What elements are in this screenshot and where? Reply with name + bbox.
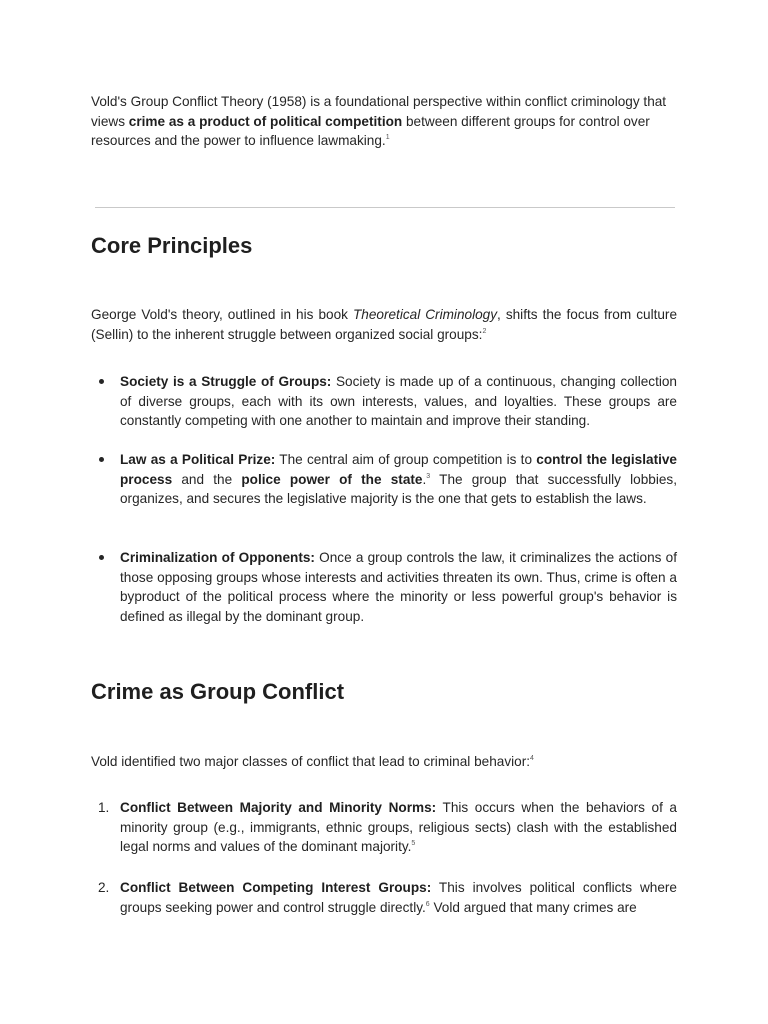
intro-paragraph [91,92,677,151]
bullet-title: Society is a Struggle of Groups: [120,374,332,389]
footnote-ref[interactable]: 6 [425,900,430,908]
bullet-text: . [422,471,427,487]
bullet-text: and the [172,471,242,487]
bullet-title: Criminalization of Opponents: [120,550,315,565]
bullet-title: Law as a Political Prize: [120,452,276,467]
list-item [91,450,677,509]
item-text: Vold argued that many crimes are [429,899,637,915]
horizontal-divider [95,207,675,208]
bullet-icon [99,379,104,384]
book-title: Theoretical Criminology [352,307,498,322]
bullet-bold: control the legislative process [120,452,677,487]
list-item [91,798,677,857]
section-heading-core-principles: Core Principles [91,233,253,258]
crime-intro-text: Vold identified two major classes of conflict that lead to criminal behavior: [91,754,530,769]
section-heading-crime-as-group-conflict: Crime as Group Conflict [91,679,345,704]
bullet-icon [99,555,104,560]
crime-intro-paragraph [91,752,677,772]
list-item [91,878,677,917]
intro-bold: crime as a product of political competition [128,113,403,129]
item-text: This involves political conflicts where groups seeking power and control struggle directly. [120,880,677,915]
core-intro-text-end: , shifts the focus from culture (Sellin) to the inherent struggle between organized social groups: [91,307,678,342]
bullet-text: Once a group controls the law, it criminalizes the actions of those opposing groups whose interests and activities threaten its own. Thus, crime is often a byproduct of the political process where the minority or less powerful group's behavior is defined as illegal by the dominant group. [120,550,677,624]
bullet-icon [99,457,104,462]
item-text: This occurs when the behaviors of a minority group (e.g., immigrants, ethnic groups, religious sects) clash with the established legal norms and values of the dominant majority. [120,800,677,854]
item-title: Conflict Between Competing Interest Groups: [120,880,432,895]
list-item [91,548,677,626]
bullet-text: The group that successfully lobbies, organizes, and secures the legislative majority is the one that gets to establish the laws. [120,471,677,506]
footnote-ref[interactable]: 1 [385,134,390,141]
intro-text-end: between different groups for control over resources and the power to influence lawmaking. [91,113,650,148]
core-intro-paragraph [91,305,677,344]
list-number: 2. [98,880,110,895]
bullet-bold: police power of the state [241,471,423,487]
footnote-ref[interactable]: 2 [482,327,487,335]
core-intro-text: George Vold's theory, outlined in his book [91,307,353,322]
item-title: Conflict Between Majority and Minority Norms: [120,800,437,815]
list-item [91,372,677,431]
bullet-text: Society is made up of a continuous, changing collection of diverse groups, each with its own interests, values, and loyalties. These groups are constantly competing with one another to maintain and improve their standing. [120,374,677,428]
footnote-ref[interactable]: 4 [530,755,534,762]
footnote-ref[interactable]: 3 [426,472,431,480]
footnote-ref[interactable]: 5 [411,840,416,847]
list-number: 1. [98,800,110,815]
bullet-text: The central aim of group competition is to [275,452,537,467]
intro-text: Vold's Group Conflict Theory (1958) is a foundational perspective within conflict criminology that views [91,94,667,129]
